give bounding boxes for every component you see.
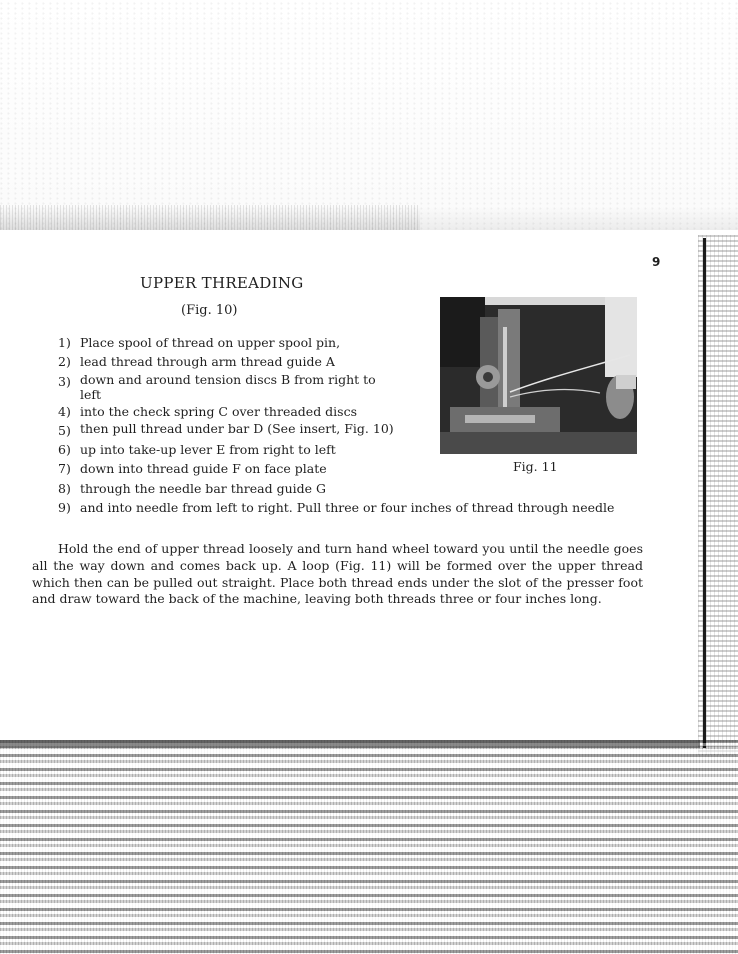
step-item xyxy=(58,479,658,498)
sewing-machine-photo xyxy=(440,297,637,454)
page-edge-line xyxy=(703,238,706,748)
step-text: lead thread through arm thread guide A xyxy=(80,354,335,370)
scan-noise-top xyxy=(0,0,738,230)
step-text: and into needle from left to right. Pull three or four inches of thread through needle xyxy=(80,500,615,516)
sewing-machine-photo-drawing xyxy=(440,297,637,454)
page-bottom-edge xyxy=(0,740,700,748)
step-text: up into take-up lever E from right to left xyxy=(80,442,336,458)
scan-noise-bottom xyxy=(0,740,738,954)
step-text: then pull thread under bar D (See insert, Fig. 10) xyxy=(80,420,394,436)
step-text: through the needle bar thread guide G xyxy=(80,480,326,496)
scan-noise-band xyxy=(0,205,420,230)
step-number: 3) xyxy=(58,373,71,389)
step-number: 4) xyxy=(58,403,71,419)
step-text: into the check spring C over threaded discs xyxy=(80,403,358,419)
step-number: 6) xyxy=(58,442,71,458)
step-number: 2) xyxy=(58,354,71,370)
step-number: 7) xyxy=(58,461,71,477)
section-heading: UPPER THREADING xyxy=(140,274,304,292)
figure-reference: (Fig. 10) xyxy=(181,303,238,318)
step-number: 5) xyxy=(58,422,71,438)
step-text: Place spool of thread on upper spool pin, xyxy=(80,335,341,350)
step-item xyxy=(58,498,658,517)
body-paragraph: Hold the end of upper thread loosely and turn hand wheel toward you until the needle goes all the way down and comes back up. A loop (Fig. 11) will be formed over the upper thread which then can be pulled out straight. Place both thread ends under the slot of the presser foot and draw toward the back of the machine, leaving both threads three or four inches long. xyxy=(32,541,643,607)
step-number: 1) xyxy=(58,335,71,350)
step-number: 9) xyxy=(58,500,71,516)
step-text: down into thread guide F on face plate xyxy=(80,461,327,477)
step-item xyxy=(58,459,658,478)
page-number: 9 xyxy=(652,255,661,269)
step-number: 8) xyxy=(58,480,71,496)
step-text: down and around tension discs B from right to left xyxy=(80,371,376,402)
figure-caption: Fig. 11 xyxy=(513,459,558,474)
